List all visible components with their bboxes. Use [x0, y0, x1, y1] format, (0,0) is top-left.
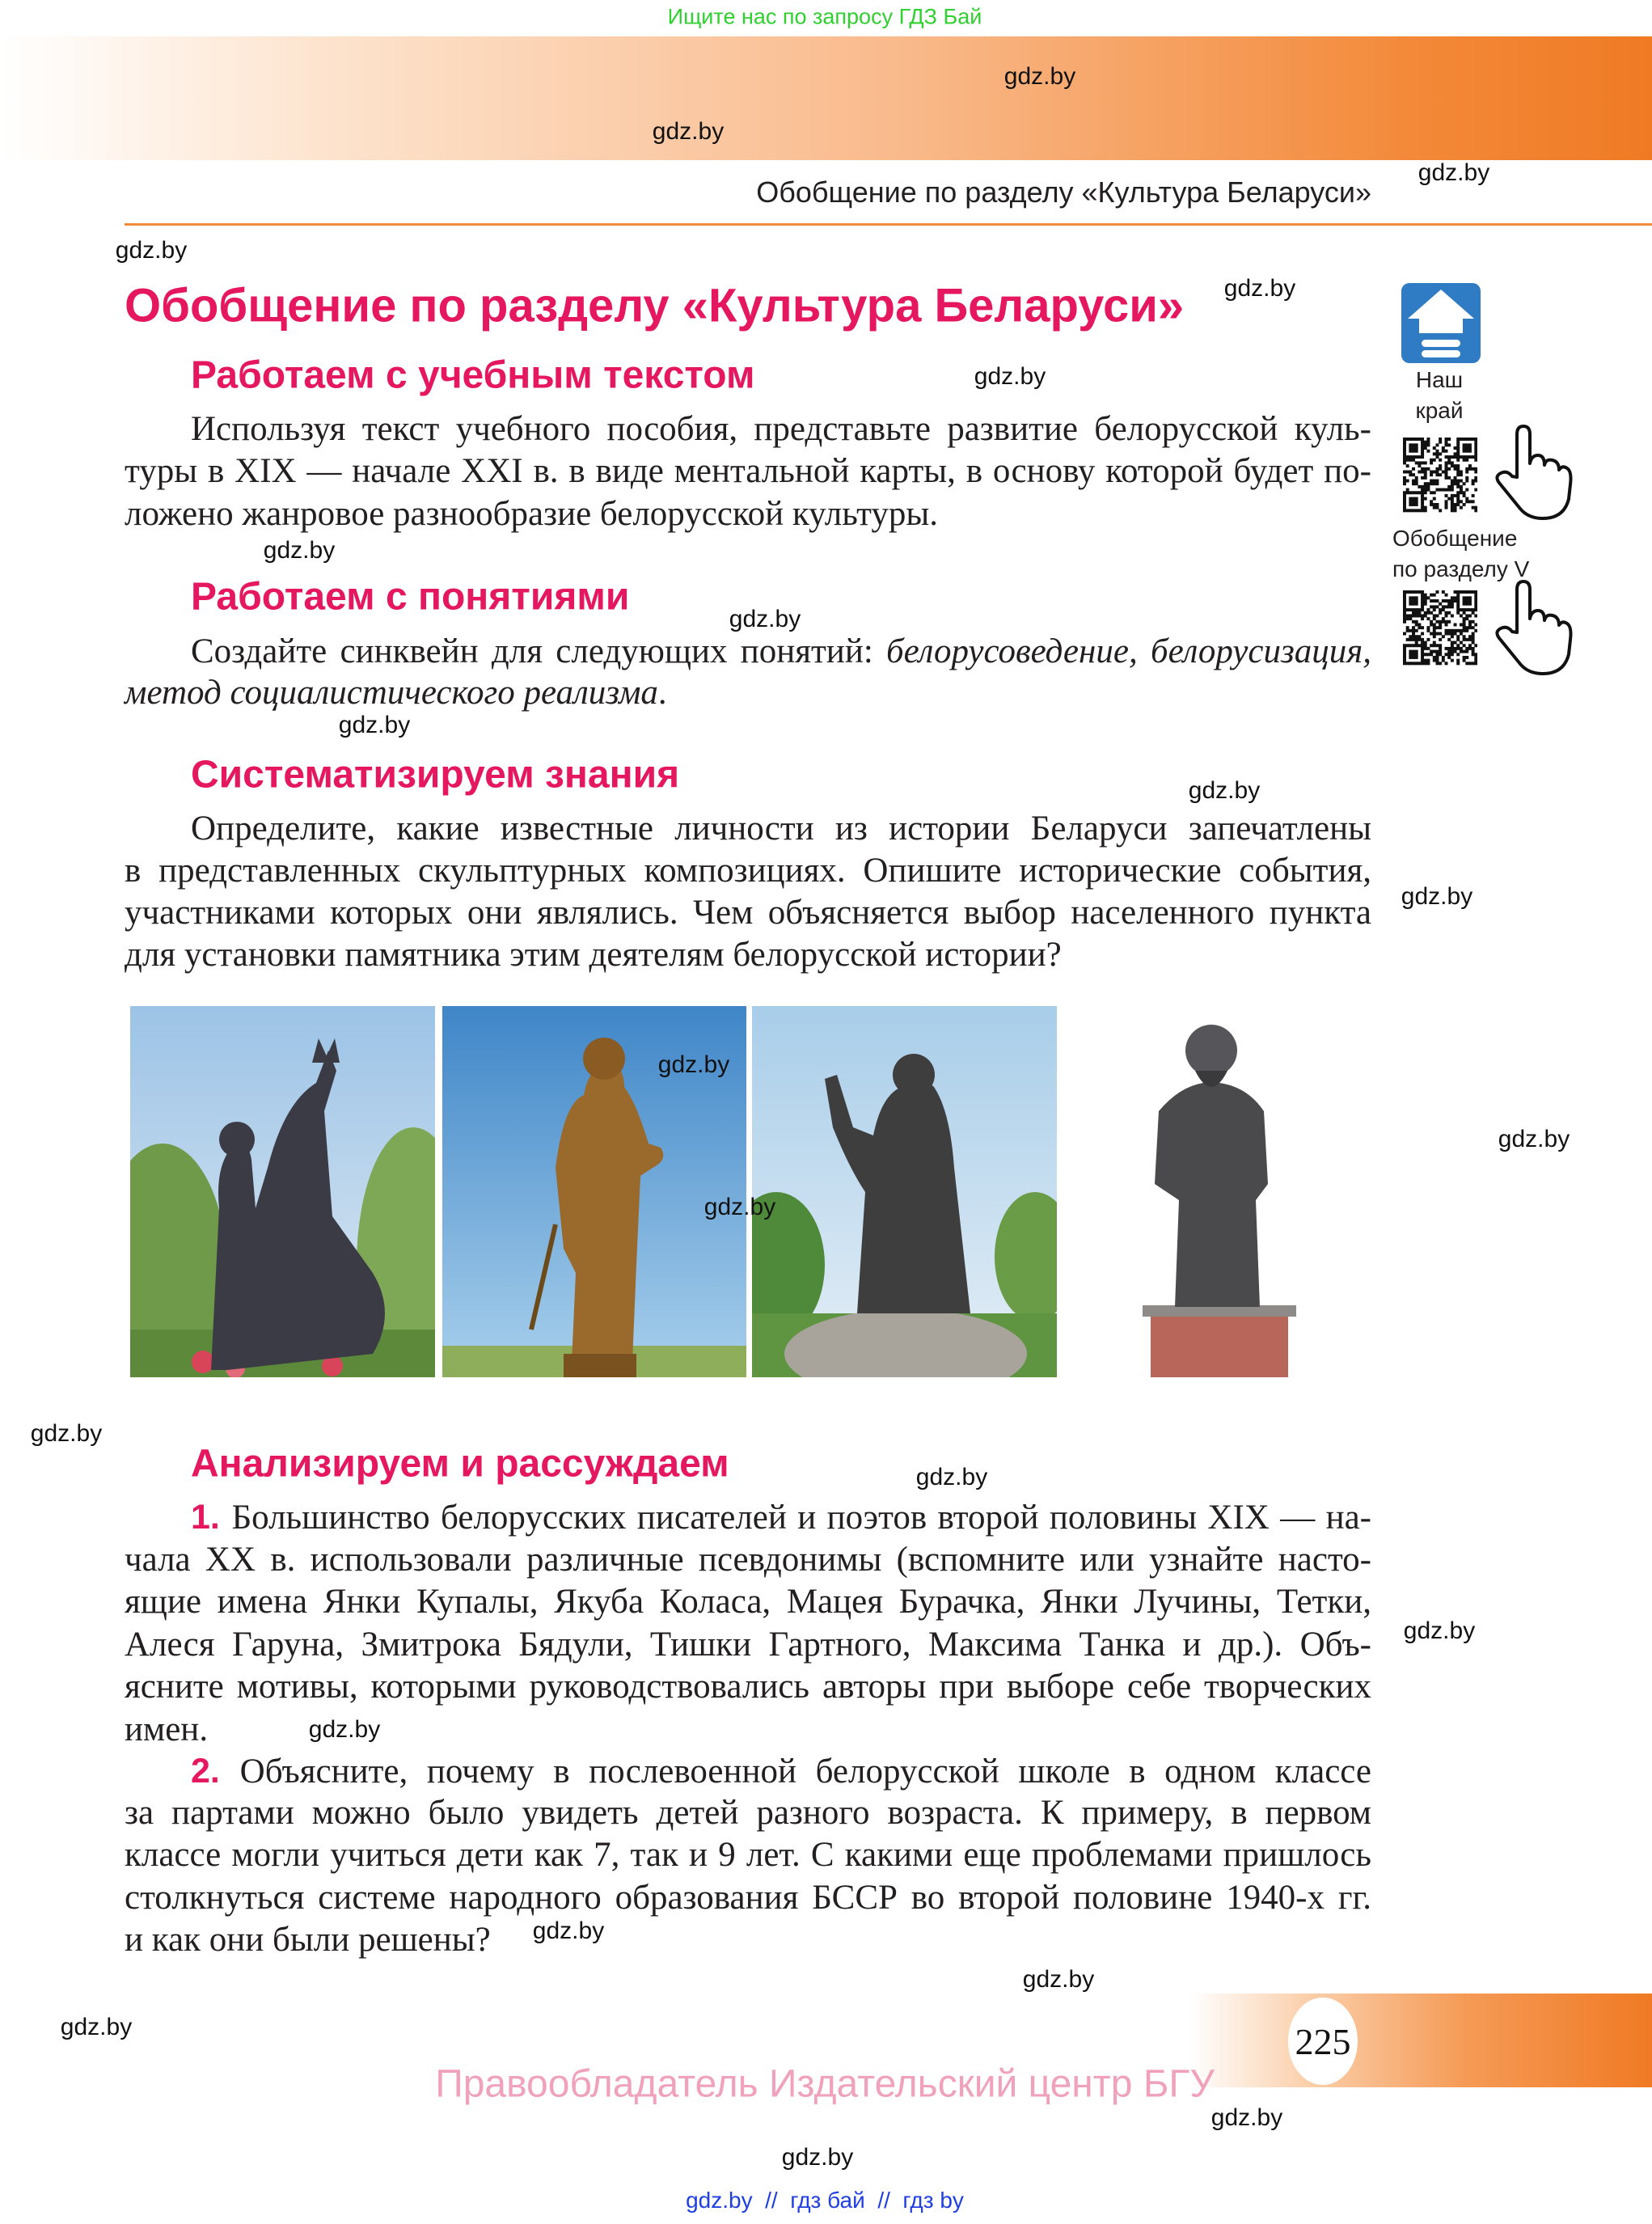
text-segment: Определите, какие известные личности из истории Беларуси запечатлены [191, 810, 1371, 848]
photo-sculpture-4 [1098, 1006, 1339, 1377]
watermark: gdz.by [30, 1420, 103, 1447]
footer-orange-band [1190, 1994, 1652, 2087]
text-segment: туры в XIX — начале XXI в. в виде ментальной карты, в основу которой будет по- [125, 452, 1371, 490]
watermark: gdz.by [1418, 159, 1490, 186]
text-line [125, 672, 1371, 714]
watermark: gdz.by [308, 1716, 381, 1743]
section-heading-analyze: Анализируем и рассуждаем [191, 1442, 729, 1486]
text-line [125, 493, 1371, 535]
text-line [125, 1539, 1371, 1581]
header-divider [125, 223, 1652, 226]
text-line [191, 631, 1371, 673]
text-line [191, 1750, 1371, 1792]
text-line [125, 1919, 1371, 1961]
watermark: gdz.by [1022, 1966, 1095, 1993]
header-orange-band [0, 36, 1652, 160]
text-segment: ящие имена Янки Купалы, Якуба Коласа, Мацея Бурачка, Янки Лучины, Тетки, [125, 1583, 1371, 1621]
watermark: gdz.by [652, 118, 725, 145]
text-segment: . [657, 674, 667, 712]
text-segment: ясните мотивы, которыми руководствовались авторы при выборе себе творческих [125, 1668, 1371, 1706]
watermark: gdz.by [338, 712, 411, 738]
text-line [125, 892, 1371, 934]
watermark: gdz.by [729, 606, 801, 632]
footer-links[interactable]: gdz.by // гдз бай // гдз by [686, 2188, 964, 2213]
text-segment: ложено жанровое разнообразие белорусской культуры. [125, 495, 939, 533]
text-segment: Большинство белорусских писателей и поэтов второй половины XIX — на- [231, 1499, 1372, 1537]
watermark: gdz.by [974, 363, 1046, 390]
text-line [125, 1624, 1371, 1666]
text-line [125, 450, 1371, 493]
text-segment: Объясните, почему в послевоенной белорусской школе в одном классе [239, 1753, 1371, 1791]
text-segment: классе могли учиться дети как 7, так и 9 лет. С какими еще проблемами пришлось [125, 1836, 1371, 1874]
text-line [191, 1496, 1371, 1538]
text-line [125, 1581, 1371, 1623]
watermark: gdz.by [1188, 777, 1261, 804]
photo-sculpture-1 [130, 1006, 435, 1377]
watermark: gdz.by [703, 1194, 776, 1220]
home-upload-icon[interactable] [1401, 283, 1481, 363]
text-segment: Используя текст учебного пособия, представьте развитие белорусской куль- [191, 410, 1371, 448]
section-heading-text: Работаем с учебным текстом [191, 353, 755, 397]
link-label-line2: край [1415, 398, 1464, 423]
qr-code-icon[interactable] [1403, 437, 1477, 517]
photo-sculpture-3 [752, 1006, 1057, 1377]
link-label-line2: по разделу V [1392, 556, 1530, 581]
text-segment: для установки памятника этим деятелям белорусской истории? [125, 936, 1062, 974]
qr-code-icon[interactable] [1403, 590, 1477, 670]
watermark: gdz.by [1003, 63, 1076, 90]
section-heading-concepts: Работаем с понятиями [191, 575, 630, 619]
question-number: 1. [191, 1498, 232, 1537]
watermark: gdz.by [1401, 883, 1473, 910]
pointing-hand-icon [1493, 580, 1574, 681]
running-header: Обобщение по разделу «Культура Беларуси» [756, 175, 1371, 209]
term-italic: белорусоведение, белорусизация, [886, 632, 1371, 670]
watermark: gdz.by [657, 1051, 730, 1078]
watermark: gdz.by [1223, 275, 1296, 302]
link-nash-krai[interactable] [1415, 365, 1463, 426]
section-heading-systematize: Систематизируем знания [191, 753, 680, 797]
page-number: 225 [1288, 1998, 1358, 2085]
text-segment: и как они были решены? [125, 1921, 491, 1959]
text-segment: Создайте синквейн для следующих понятий: [191, 632, 887, 670]
link-label-line1: Обобщение [1392, 526, 1518, 551]
text-segment: за партами можно было увидеть детей разного возраста. К примеру, в первом [125, 1794, 1371, 1832]
link-label-line1: Наш [1415, 367, 1464, 392]
watermark: gdz.by [115, 237, 188, 264]
text-segment: чала XX в. использовали различные псевдонимы (вспомните или узнайте насто- [125, 1541, 1371, 1579]
question-number: 2. [191, 1752, 240, 1791]
text-line [125, 1792, 1371, 1834]
pointing-hand-icon [1493, 425, 1574, 526]
text-line [191, 408, 1371, 450]
watermark: gdz.by [915, 1464, 988, 1490]
page-title: Обобщение по разделу «Культура Беларуси» [125, 279, 1185, 332]
link-summary-section-v[interactable] [1392, 523, 1529, 585]
text-segment: участниками которых они являлись. Чем объясняется выбор населенного пункта [125, 894, 1371, 932]
watermark: gdz.by [1403, 1617, 1476, 1644]
text-line [191, 808, 1371, 850]
watermark: gdz.by [60, 2014, 133, 2040]
text-line [125, 850, 1371, 892]
watermark: gdz.by [1498, 1126, 1570, 1152]
text-segment: Алеся Гаруна, Змитрока Бядули, Тишки Гартного, Максима Танка и др.). Объ- [125, 1626, 1371, 1664]
text-line [125, 1666, 1371, 1708]
term-italic: метод социалистического реализма [125, 674, 658, 712]
text-line [125, 1877, 1371, 1919]
text-segment: в представленных скульптурных композициях. Опишите исторические события, [125, 852, 1371, 890]
watermark: gdz.by [781, 2144, 854, 2171]
text-segment: имен. [125, 1710, 209, 1748]
watermark: gdz.by [263, 537, 336, 564]
watermark: gdz.by [532, 1917, 605, 1944]
watermark: gdz.by [1210, 2104, 1283, 2131]
text-line [125, 1834, 1371, 1876]
rights-holder: Правообладатель Издательский центр БГУ [435, 2062, 1215, 2106]
text-segment: столкнуться системе народного образования БССР во второй половине 1940-х гг. [125, 1879, 1371, 1917]
text-line [125, 934, 1371, 976]
search-hint-banner: Ищите нас по запросу ГДЗ Бай [667, 4, 982, 29]
